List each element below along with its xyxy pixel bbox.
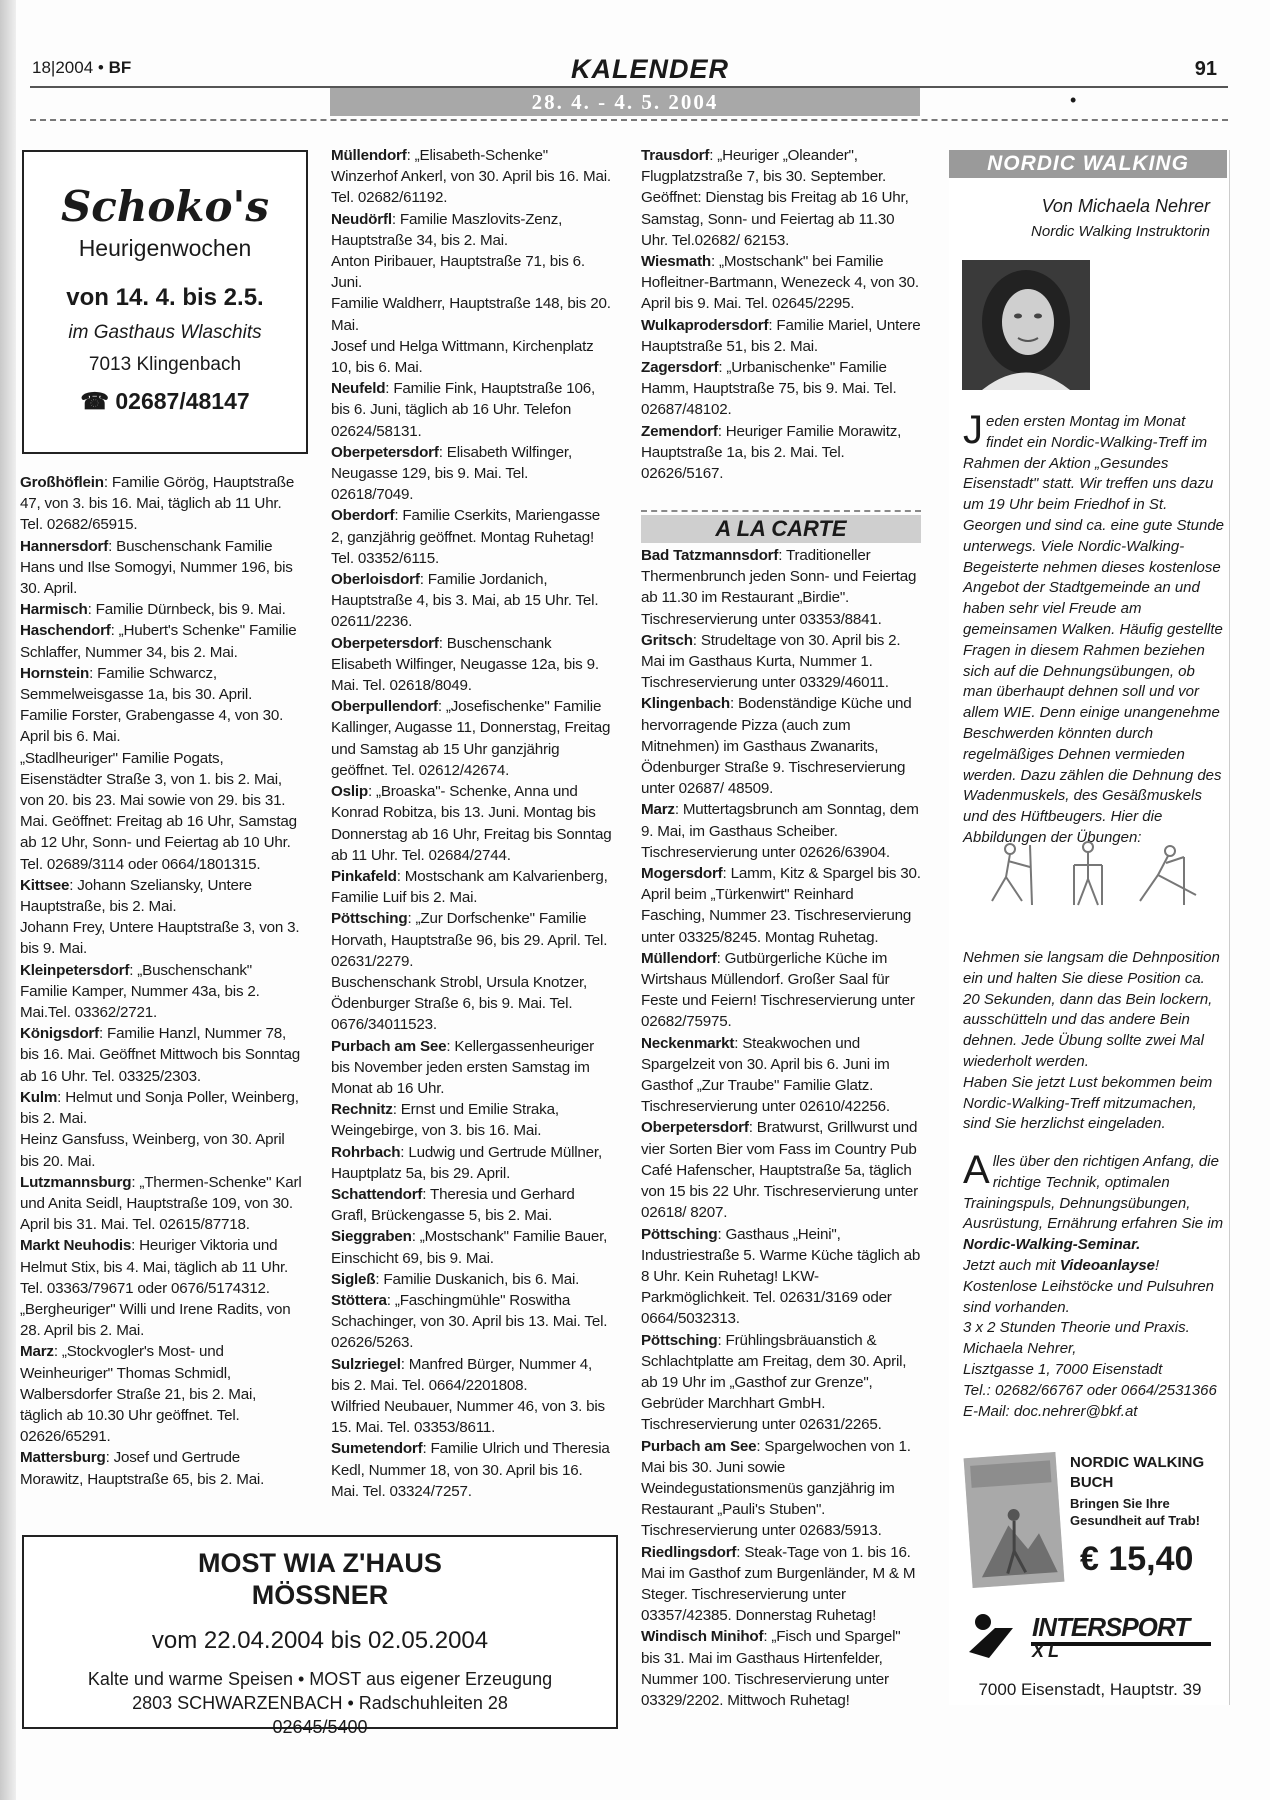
listing-entry: [20, 1023, 302, 1087]
contact-address: Lisztgasse 1, 7000 Eisenstadt: [963, 1360, 1163, 1378]
listing-place: Zemendorf: [641, 422, 718, 440]
listing-place: Müllendorf: [331, 147, 407, 164]
author-portrait: [962, 260, 1090, 390]
author-byline: Von Michaela Nehrer: [1041, 196, 1210, 216]
listing-text: Buschenschank Strobl, Ursula Knotzer, Ödenburger Straße 6, bis 9. Mai. Tel. 0676/34011523.: [331, 973, 587, 1034]
listing-entry: [641, 145, 921, 251]
listing-place: Oberpetersdorf: [331, 443, 439, 461]
most-ad-title-line2: MÖSSNER: [251, 1580, 389, 1610]
listing-entry: [331, 633, 613, 697]
listing-entry: [331, 1142, 613, 1184]
video-text: Jetzt auch mit: [963, 1256, 1060, 1274]
book-title: NORDIC WALKING BUCH: [1070, 1454, 1205, 1491]
listing-text: : „Josefischenke" Familie Kallinger, Augasse 11, Donnerstag, Freitag und Samstag ab 15 Uhr ganzjährig geöffnet. Tel. 02612/42674.: [331, 698, 611, 779]
listing-place: Müllendorf: [641, 949, 717, 967]
intersport-wordmark: INTERSPORT: [1032, 1612, 1190, 1642]
listing-text: : Lamm, Kitz & Spargel bis 30. April beim „Türkenwirt" Reinhard Fasching, Nummer 23. Tischreservierung unter 03325/8245. Montag Ruhetag.: [641, 865, 921, 946]
listing-place: Sulzriegel: [331, 1355, 401, 1373]
listing-text: : Johann Szeliansky, Untere Hauptstraße, bis 2. Mai.: [20, 876, 252, 916]
listing-entry: [20, 1087, 302, 1129]
listing-entry: [641, 1033, 921, 1118]
section-title: KALENDER: [570, 54, 729, 84]
listing-text: : „Mostschank" bei Familie Hofleitner-Bartmann, Wenezeck 4, von 30. April bis 9. Mai. Tel. 02645/2295.: [641, 253, 919, 313]
listing-text: Johann Frey, Untere Hauptstraße 3, von 3. bis 9. Mai.: [20, 919, 300, 958]
listing-place: Oberpetersdorf: [331, 634, 439, 652]
listing-place: Gritsch: [641, 631, 693, 649]
listing-text: Anton Piribauer, Hauptstraße 71, bis 6. Juni.: [331, 253, 585, 292]
listing-entry: [641, 630, 921, 694]
listing-entry: [641, 693, 921, 799]
listing-place: Purbach am See: [331, 1037, 447, 1055]
listing-place: Oberpullendorf: [331, 698, 438, 716]
listing-place: Mogersdorf: [641, 865, 723, 883]
listing-entry: [20, 1235, 302, 1299]
listing-text: : Bodenständige Küche und hervorragende Pizza (auch zum Mitnehmen) im Gasthaus Zwanarits, Ödenburger Straße 9. Tischreservierung unter 02687/ 48509.: [641, 695, 912, 798]
listing-entry: [331, 1269, 613, 1290]
contact-email: E-Mail: doc.nehrer@bkf.at: [963, 1402, 1138, 1420]
listing-text: „Bergheuriger" Willi und Irene Radits, von 28. April bis 2. Mai.: [20, 1300, 291, 1340]
page-scan-edge: [0, 0, 16, 1800]
issue-number: 18|2004: [32, 58, 94, 77]
most-ad-dates: vom 22.04.2004 bis 02.05.2004: [151, 1627, 489, 1654]
most-ad-offer: Kalte und warme Speisen • MOST aus eigener Erzeugung: [87, 1669, 553, 1689]
nordic-heading: NORDIC WALKING: [949, 150, 1227, 178]
listing-place: Rohrbach: [331, 1143, 401, 1161]
listing-text: : „Urbanischenke" Familie Hamm, Hauptstraße 75, bis 9. Mai. Tel. 02687/48102.: [641, 359, 897, 419]
drop-cap: J: [963, 408, 983, 452]
ad-subtitle: Heurigenwochen: [78, 235, 252, 261]
stretch-exercise-figures: [970, 835, 1218, 915]
listing-place: Pöttsching: [331, 910, 408, 928]
listing-place: Pöttsching: [641, 1331, 718, 1349]
listing-entry: [331, 1438, 613, 1502]
bullet-mark: •: [1070, 90, 1077, 110]
listing-text: : Familie Schwarcz, Semmelweisgasse 1a, bis 30. April.: [20, 664, 253, 704]
listing-place: Oberdorf: [331, 507, 395, 525]
listing-entry: [331, 378, 613, 442]
seminar-text: lles über den richtigen Anfang, die richtige Technik, optimalen Trainingspuls, Dehnungsübungen, Ausrüstung, Ernährung erfahren Sie im: [963, 1153, 1224, 1233]
listing-text: : „Mostschank" Familie Bauer, Einschicht 69, bis 9. Mai.: [331, 1228, 608, 1267]
listing-place: Oberloisdorf: [331, 571, 420, 589]
listing-entry: [641, 1542, 921, 1627]
listing-entry: [20, 599, 302, 620]
equipment-text: Kostenlose Leihstöcke und Pulsuhren sind vorhanden.: [963, 1277, 1215, 1316]
listing-text: : Heuriger Viktoria und Helmut Stix, bis 4. Mai, täglich ab 11 Uhr. Tel. 03363/79671 oder 0676/5174312.: [20, 1237, 288, 1297]
listing-text: : „Thermen-Schenke" Karl und Anita Seidl, Hauptstraße 109, von 30. April bis 31. Mai. Tel. 02615/87718.: [20, 1173, 302, 1234]
listing-entry: [641, 357, 921, 421]
shop-address: 7000 Eisenstadt, Hauptstr. 39: [978, 1680, 1202, 1699]
listing-entry: [20, 1299, 302, 1341]
listing-text: Familie Forster, Grabengasse 4, von 30. April bis 6. Mai.: [20, 707, 284, 746]
duration-text: 3 x 2 Stunden Theorie und Praxis.: [963, 1319, 1190, 1337]
book-tagline: Bringen Sie Ihre Gesundheit auf Trab!: [1070, 1496, 1201, 1528]
listing-entry: [331, 781, 613, 866]
listing-entry: [641, 1436, 921, 1542]
listing-entry: [20, 960, 302, 1024]
listing-text: : Familie Maszlovits-Zenz, Hauptstraße 34, bis 2. Mai.: [331, 210, 563, 249]
listing-entry: [331, 1354, 613, 1396]
listing-text: „Stadlheuriger" Familie Pogats, Eisenstädter Straße 3, von 1. bis 2. Mai, von 20. bis 23. Mai sowie von 29. bis 31. Mai. Geöffnet: Freitag ab 16 Uhr, Samstag ab 12 Uhr, Sonn- und Feiertag ab 10 Uhr. Tel. 02689/3114 oder 0664/1801315.: [20, 749, 297, 873]
listing-place: Sieggraben: [331, 1228, 412, 1246]
listing-text: : Frühlingsbräuanstich & Schlachtplatte am Freitag, dem 30. April, ab 19 Uhr im „Gasthof zur Grenze", Gebrüder Marchhart GmbH. Tischreservierung unter 02631/2265.: [641, 1331, 907, 1434]
listing-entry: [641, 315, 921, 357]
most-ad-address: 2803 SCHWARZENBACH • Radschuhleiten 28: [132, 1693, 508, 1713]
exclamation: !: [1155, 1256, 1160, 1274]
listing-text: : „Broaska"- Schenke, Anna und Konrad Robitza, bis 13. Juni. Montag bis Donnerstag ab 16 Uhr, Freitag bis Sonntag ab 11 Uhr. Tel. 02684/2744.: [331, 783, 612, 864]
listing-place: Markt Neuhodis: [20, 1237, 132, 1255]
listing-entry: [331, 145, 613, 209]
listing-entry: [20, 1341, 302, 1447]
listing-text: : Gutbürgerliche Küche im Wirtshaus Müllendorf. Großer Saal für Feste und Feiern! Tischreservierung unter 02682/75975.: [641, 949, 915, 1031]
listing-text: : Bratwurst, Grillwurst und vier Sorten Bier vom Fass im Country Pub Café Hafenscher, Hauptstraße 5a, täglich von 15 bis 22 Uhr. Tischreservierung unter 02618/ 8207.: [641, 1119, 918, 1222]
listing-place: Neckenmarkt: [641, 1034, 735, 1052]
book-cover-graphic: [964, 1452, 1065, 1588]
listing-entry: [331, 442, 613, 506]
alacarte-column: [641, 545, 921, 1711]
listing-text: : Mostschank am Kalvarienberg, Familie Luif bis 2. Mai.: [331, 867, 608, 907]
listings-column-1: [20, 472, 302, 1490]
listing-place: Haschendorf: [20, 622, 111, 640]
listing-text: : Familie Jordanich, Hauptstraße 4, bis 3. Mai, ab 15 Uhr. Tel. 02611/2236.: [331, 571, 599, 631]
listing-place: Zagersdorf: [641, 359, 719, 377]
listing-entry: [331, 1396, 613, 1438]
listing-entry: [331, 569, 613, 633]
listing-text: Wilfried Neubauer, Nummer 46, von 3. bis 15. Mai. Tel. 03353/8611.: [331, 1397, 605, 1437]
listing-entry: [641, 863, 921, 948]
most-ad-title-line1: MOST WIA Z'HAUS: [198, 1548, 442, 1578]
listing-entry: [331, 972, 613, 1036]
stretching-illustration: [970, 835, 1218, 915]
listing-text: : Familie Cserkits, Mariengasse 2, ganzjährig geöffnet. Montag Ruhetag! Tel. 03352/6115.: [331, 507, 601, 567]
listing-entry: [20, 536, 302, 600]
listing-entry: [641, 1330, 921, 1436]
listing-entry: [20, 1447, 302, 1489]
listing-place: Pinkafeld: [331, 867, 397, 885]
listing-text: : Familie Dürnbeck, bis 9. Mai.: [87, 601, 286, 619]
listing-place: Pöttsching: [641, 1225, 718, 1243]
listing-text: : „Buschenschank" Familie Kamper, Nummer 43a, bis 2. Mai.Tel. 03362/2721.: [20, 961, 260, 1022]
listing-text: : Buschenschank Elisabeth Wilfinger, Neugasse 12a, bis 9. Mai. Tel. 02618/8049.: [331, 634, 599, 695]
listing-entry: [641, 1626, 921, 1711]
listing-place: Riedlingsdorf: [641, 1543, 737, 1561]
listing-text: : „Hubert's Schenke" Familie Schlaffer, Nummer 34, bis 2. Mai.: [20, 622, 297, 661]
listing-place: Kleinpetersdorf: [20, 961, 130, 979]
book-cover-image: [964, 1452, 1065, 1588]
seminar-paragraph: [963, 1148, 1225, 1422]
ad-city: 7013 Klingenbach: [88, 354, 242, 375]
listing-place: Kittsee: [20, 876, 70, 894]
listing-place: Marz: [641, 801, 675, 819]
listing-text: : Josef und Gertrude Morawitz, Hauptstraße 65, bis 2. Mai.: [20, 1449, 265, 1488]
nordic-instruction-paragraph: [963, 948, 1225, 1135]
listing-place: Rechnitz: [331, 1101, 393, 1119]
listing-entry: [331, 1184, 613, 1226]
listing-entry: [641, 1224, 921, 1330]
author-role: Nordic Walking Instruktorin: [1031, 223, 1210, 240]
listing-entry: [331, 1226, 613, 1268]
listing-text: : Theresia und Gerhard Grafl, Brückengasse 5, bis 2. Mai.: [331, 1185, 575, 1225]
listing-text: Familie Waldherr, Hauptstraße 148, bis 20. Mai.: [331, 295, 611, 334]
issue-label: 18|2004 • BF: [32, 58, 132, 77]
listing-text: : Familie Hanzl, Nummer 78, bis 16. Mai. Geöffnet Mittwoch bis Sonntag ab 16 Uhr. Tel. 03325/2303.: [20, 1025, 301, 1085]
listing-text: : Ludwig und Gertrude Müllner, Hauptplatz 5a, bis 29. April.: [331, 1143, 602, 1182]
portrait-image: [962, 260, 1090, 390]
listing-place: Hannersdorf: [20, 537, 109, 555]
listing-place: Klingenbach: [641, 695, 730, 713]
listing-text: : „Heuriger „Oleander", Flugplatzstraße 7, bis 30. September. Geöffnet: Dienstag bis Freitag ab 16 Uhr, Samstag, Sonn- und Feiertag ab 11.30 Uhr. Tel.02682/ 62153.: [641, 147, 909, 249]
listing-place: Königsdorf: [20, 1025, 99, 1043]
listing-place: Kulm: [20, 1088, 58, 1106]
listing-entry: [641, 545, 921, 630]
listing-place: Großhöflein: [20, 474, 104, 491]
listing-text: : „Fisch und Spargel" bis 31. Mai im Gasthaus Hirtenfelder, Nummer 100. Tischreservierung unter 03329/2202. Mittwoch Ruhetag!: [641, 1628, 901, 1709]
listing-place: Hornstein: [20, 664, 90, 682]
listing-place: Wiesmath: [641, 253, 711, 271]
listing-place: Wulkaprodersdorf: [641, 316, 769, 334]
listing-place: Purbach am See: [641, 1437, 757, 1455]
listing-entry: [641, 799, 921, 863]
listing-place: Trausdorf: [641, 147, 710, 164]
listing-entry: [20, 1172, 302, 1236]
date-range-band: 28. 4. - 4. 5. 2004: [330, 88, 920, 116]
listing-entry: [641, 421, 921, 485]
listing-entry: [20, 1129, 302, 1171]
listing-text: : Familie Görög, Hauptstraße 47, von 3. bis 16. Mai, täglich ab 11 Uhr. Tel. 02682/65915.: [20, 474, 295, 534]
contact-phone: Tel.: 02682/66767 oder 0664/2531366: [963, 1381, 1217, 1399]
listing-text: : Manfred Bürger, Nummer 4, bis 2. Mai. Tel. 0664/2201808.: [331, 1355, 593, 1394]
listing-text: : Familie Mariel, Untere Hauptstraße 51, bis 2. Mai.: [641, 316, 921, 355]
listing-place: Schattendorf: [331, 1185, 423, 1203]
listing-place: Sumetendorf: [331, 1440, 423, 1458]
listing-entry: [641, 1117, 921, 1223]
listing-text: : Gasthaus „Heini", Industriestraße 5. Warme Küche täglich ab 8 Uhr. Kein Ruhetag! LKW-Parkmöglichkeit. Tel. 02631/3169 oder 0664/5032313.: [641, 1225, 921, 1328]
listing-text: : Familie Ulrich und Theresia Kedl, Nummer 18, von 30. April bis 16. Mai. Tel. 03324/7257.: [331, 1440, 610, 1500]
listing-entry: [331, 866, 613, 908]
nordic-intro-paragraph: [963, 408, 1225, 849]
listing-entry: [641, 948, 921, 1033]
listing-place: Harmisch: [20, 601, 88, 619]
telephone-icon: ☎: [80, 388, 109, 414]
contact-name: Michaela Nehrer,: [963, 1340, 1077, 1358]
listing-place: Marz: [20, 1343, 54, 1361]
ad-dates: von 14. 4. bis 2.5.: [66, 284, 264, 311]
instruction-text: Nehmen sie langsam die Dehnposition ein und halten Sie diese Position ca. 20 Sekunden, dann das Bein lockern, ausschütteln und das andere Bein dehnen. Jede Übung sollte zwei Mal wiederholt werden.: [963, 949, 1220, 1070]
listing-text: : Kellergassenheuriger bis November jeden ersten Samstag im Monat ab 16 Uhr.: [331, 1037, 594, 1097]
video-analysis: Videoanlayse: [1059, 1256, 1156, 1274]
listing-text: : Muttertagsbrunch am Sonntag, dem 9. Mai, im Gasthaus Scheiber. Tischreservierung unter 02626/63904.: [641, 801, 919, 861]
most-ad: [22, 1535, 618, 1737]
listings-column-3: [641, 145, 921, 484]
listing-text: : „Elisabeth-Schenke" Winzerhof Ankerl, von 30. April bis 16. Mai. Tel. 02682/61192.: [331, 147, 611, 207]
listing-text: : Helmut und Sonja Poller, Weinberg, bis 2. Mai.: [20, 1088, 299, 1128]
schoko-ad: [22, 150, 308, 454]
listing-place: Mattersburg: [20, 1449, 106, 1467]
listing-text: : Heuriger Familie Morawitz, Hauptstraße 1a, bis 2. Mai. Tel. 02626/5167.: [641, 422, 902, 483]
listing-place: Bad Tatzmannsdorf: [641, 547, 779, 564]
listing-text: : „Faschingmühle" Roswitha Schachinger, von 30. April bis 13. Mai. Tel. 02626/5263.: [331, 1291, 608, 1352]
listing-text: : „Zur Dorfschenke" Familie Horvath, Hauptstraße 96, bis 29. April. Tel. 02631/2279.: [331, 910, 608, 970]
listing-text: : Buschenschank Familie Hans und Ilse Somogyi, Nummer 196, bis 30. April.: [20, 537, 293, 598]
intro-text: eden ersten Montag im Monat findet ein Nordic-Walking-Treff im Rahmen der Aktion „Gesundes Eisenstadt" statt. Wir treffen uns dazu um 19 Uhr beim Friedhof in St. Georgen und sind ca. eine gute Stunde unterwegs. Viele Nordic-Walking-Begeisterte nehmen dieses kostenlose Angebot der Stadtgemeinde an und haben sehr viel Freude am gemeinsamen Walken. Häufig gestellte Fragen in diesem Rahmen beziehen sich auf die Dehnungsübungen, ob man überhaupt dehnen soll und vor allem WIE. Denn einige unangenehme Beschwerden könnten durch regelmäßiges Dehnen vermieden werden. Dazu zählen die Dehnung des Wadenmuskels, des Gesäßmuskels und des Hüftbeugers. Hier die Abbildungen der Übungen:: [963, 413, 1225, 846]
ad-phone-number: 02687/48147: [115, 388, 250, 414]
most-ad-title: [24, 1547, 616, 1611]
book-price: € 15,40: [1080, 1540, 1194, 1578]
listing-entry: [20, 705, 302, 747]
most-ad-phone: 02645/5400: [272, 1717, 368, 1737]
listings-column-2: [331, 145, 613, 1502]
listing-text: : Spargelwochen von 1. Mai bis 30. Juni sowie Weindegustationsmenüs ganzjährig im Restaurant „Pauli's Stuben". Tischreservierung unter 02683/5913.: [641, 1437, 911, 1540]
listing-entry: [641, 251, 921, 315]
listing-entry: [331, 908, 613, 972]
listing-entry: [331, 505, 613, 569]
listing-place: Sigleß: [331, 1270, 376, 1288]
ad-phone: [24, 388, 306, 415]
listing-place: Oberpetersdorf: [641, 1119, 749, 1137]
drop-cap: A: [963, 1148, 990, 1192]
listing-entry: [331, 1099, 613, 1141]
listing-entry: [331, 1290, 613, 1354]
listing-place: Oslip: [331, 783, 368, 801]
invitation-text: Haben Sie jetzt Lust bekommen beim Nordic-Walking-Treff mitzumachen, sind Sie herzlichst eingeladen.: [963, 1073, 1213, 1133]
listing-place: Windisch Minihof: [641, 1628, 764, 1646]
intersport-xl-mark: XL: [1032, 1641, 1064, 1661]
seminar-name: Nordic-Walking-Seminar.: [963, 1236, 1141, 1254]
listing-text: : Steakwochen und Spargelzeit von 30. April bis 6. Juni im Gasthof „Zur Traube" Familie Glatz. Tischreservierung unter 02610/42256.: [641, 1034, 890, 1116]
listing-text: : Elisabeth Wilfinger, Neugasse 129, bis 9. Mai. Tel. 02618/7049.: [331, 443, 572, 504]
alacarte-dashed-rule: [641, 510, 921, 512]
listing-text: : Ernst und Emilie Straka, Weingebirge, von 3. bis 16. Mai.: [331, 1101, 559, 1140]
listing-entry: [331, 251, 613, 293]
page-number: 91: [1194, 58, 1217, 80]
listing-text: Heinz Gansfuss, Weinberg, von 30. April bis 20. Mai.: [20, 1131, 285, 1170]
listing-place: Neudörfl: [331, 210, 392, 228]
ad-brand-logo: Schoko's: [60, 182, 270, 231]
listing-text: : Familie Duskanich, bis 6. Mai.: [375, 1270, 580, 1288]
listing-text: : „Stockvogler's Most- und Weinheuriger" Thomas Schmidl, Walbersdorfer Straße 21, bis 2. Mai, täglich ab 10.30 Uhr geöffnet. Tel. 02626/65291.: [20, 1343, 257, 1446]
listing-place: Stöttera: [331, 1291, 387, 1309]
alacarte-heading: A LA CARTE: [641, 515, 921, 543]
listing-entry: [20, 472, 302, 536]
listing-entry: [20, 875, 302, 917]
listing-entry: [20, 748, 302, 875]
listing-entry: [20, 620, 302, 662]
listing-entry: [20, 917, 302, 959]
ad-venue: im Gasthaus Wlaschits: [68, 322, 262, 343]
listing-place: Neufeld: [331, 380, 386, 398]
listing-place: Lutzmannsburg: [20, 1173, 132, 1191]
dashed-rule: [30, 119, 1228, 121]
listing-text: : Familie Fink, Hauptstraße 106, bis 6. Juni, täglich ab 16 Uhr. Telefon 02624/58131.: [331, 380, 595, 440]
listing-entry: [20, 663, 302, 705]
listing-entry: [331, 336, 613, 378]
listing-entry: [331, 1036, 613, 1100]
listing-entry: [331, 293, 613, 335]
listing-text: : Steak-Tage von 1. bis 16. Mai im Gasthof zum Burgenländer, M & M Steger. Tischreservierung unter 03357/42385. Donnerstag Ruhetag!: [641, 1543, 916, 1625]
listing-text: : Traditioneller Thermenbrunch jeden Sonn- und Feiertag ab 11.30 im Restaurant „Birdie". Tischreservierung unter 03353/8841.: [641, 547, 917, 628]
brand-label: BF: [108, 58, 132, 77]
listing-entry: [331, 696, 613, 781]
listing-entry: [331, 209, 613, 251]
listing-text: : Strudeltage von 30. April bis 2. Mai im Gasthaus Kurta, Nummer 1. Tischreservierung unter 03329/46011.: [641, 631, 901, 692]
listing-text: Josef und Helga Wittmann, Kirchenplatz 10, bis 6. Mai.: [331, 337, 594, 377]
